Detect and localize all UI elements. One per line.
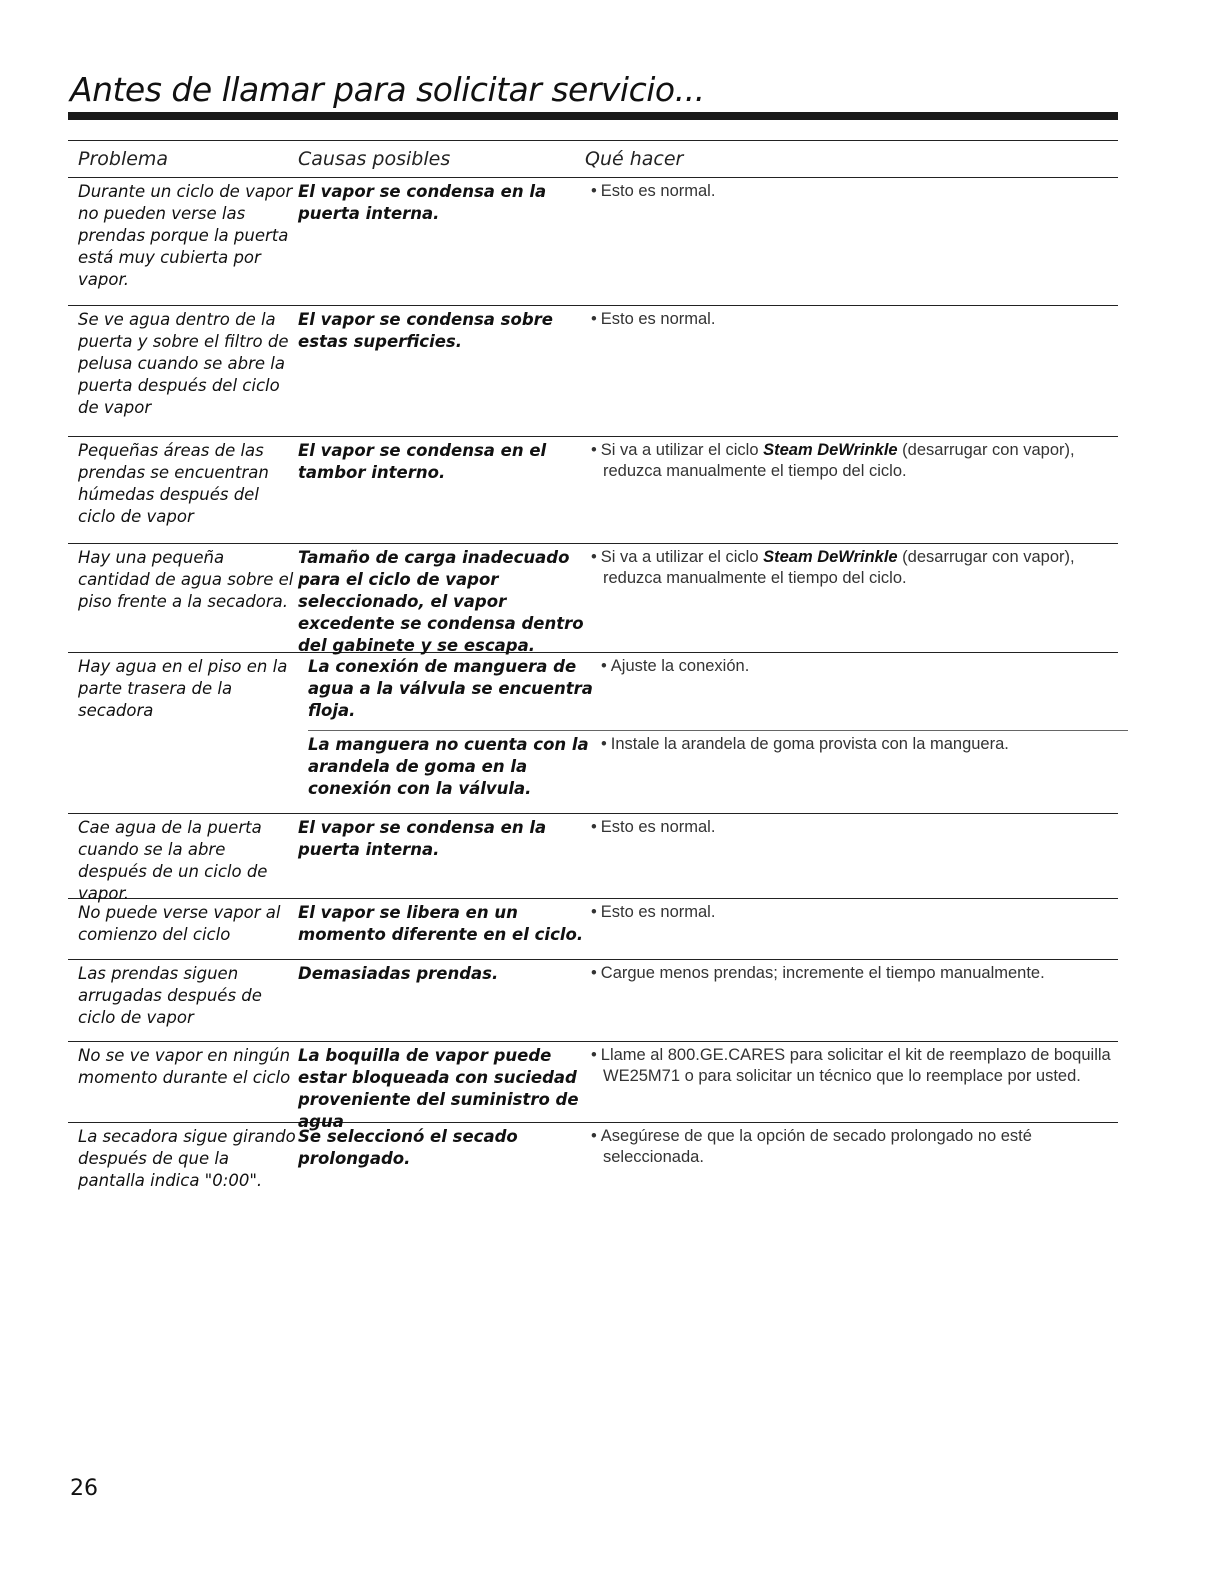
fix-label: Si va a utilizar el ciclo xyxy=(600,441,764,459)
page-number: 26 xyxy=(70,1476,98,1501)
bullet-icon: • xyxy=(591,310,597,328)
cause-subrow xyxy=(308,653,1128,730)
fix-label: Esto es normal. xyxy=(600,310,716,328)
cause-text: El vapor se libera en un momento diferente en el ciclo. xyxy=(298,903,584,944)
fix-label: Cargue menos prendas; incremente el tiempo manualmente. xyxy=(600,964,1045,982)
title-rule xyxy=(68,112,1118,120)
cause-text: Demasiadas prendas. xyxy=(298,964,499,983)
bullet-icon: • xyxy=(591,1127,597,1145)
fix-text xyxy=(585,960,1118,1041)
cause-text: El vapor se condensa sobre estas superficies. xyxy=(298,310,553,351)
problem-text: Hay agua en el piso en la parte trasera de la secadora xyxy=(78,657,288,720)
page-title: Antes de llamar para solicitar servicio... xyxy=(70,70,705,109)
fix-label: Si va a utilizar el ciclo xyxy=(600,548,764,566)
problem-text: Se ve agua dentro de la puerta y sobre el filtro de pelusa cuando se abre la puerta después del ciclo de vapor xyxy=(78,310,289,417)
bullet-icon: • xyxy=(591,548,597,566)
cause-group xyxy=(308,653,1128,813)
fix-text xyxy=(595,731,1128,812)
bullet-icon: • xyxy=(591,1046,597,1064)
header-causes: Causas posibles xyxy=(298,148,451,170)
fix-text xyxy=(595,653,1128,734)
cause-text: El vapor se condensa en la puerta interna. xyxy=(298,182,547,223)
problem-text: Las prendas siguen arrugadas después de ciclo de vapor xyxy=(78,964,262,1027)
bullet-icon: • xyxy=(591,903,597,921)
table-row xyxy=(68,960,1118,1042)
cause-text: La boquilla de vapor puede estar bloqueada con suciedad proveniente del suministro de agua xyxy=(298,1046,579,1131)
fix-label: Esto es normal. xyxy=(600,818,716,836)
problem-text: Pequeñas áreas de las prendas se encuentran húmedas después del ciclo de vapor xyxy=(78,441,269,526)
table-row xyxy=(68,899,1118,960)
fix-label: (desarrugar con vapor), reduzca manualmente el tiempo del ciclo. xyxy=(603,548,1075,587)
problem-text: No puede verse vapor al comienzo del ciclo xyxy=(78,903,281,944)
fix-text xyxy=(585,899,1118,959)
cause-text: El vapor se condensa en la puerta interna. xyxy=(298,818,547,859)
cause-text: El vapor se condensa en el tambor interno. xyxy=(298,441,547,482)
problem-text: Cae agua de la puerta cuando se la abre después de un ciclo de vapor. xyxy=(78,818,268,903)
cycle-name: Steam DeWrinkle xyxy=(763,548,898,566)
cause-text: Tamaño de carga inadecuado para el ciclo de vapor seleccionado, el vapor excedente se condensa dentro del gabinete y se escapa. xyxy=(298,548,584,655)
fix-label: Esto es normal. xyxy=(600,182,716,200)
cause-text: La manguera no cuenta con la arandela de goma en la conexión con la válvula. xyxy=(308,735,589,798)
bullet-icon: • xyxy=(591,964,597,982)
bullet-icon: • xyxy=(601,657,607,675)
fix-text xyxy=(585,178,1118,305)
problem-text: Hay una pequeña cantidad de agua sobre el piso frente a la secadora. xyxy=(78,548,294,611)
fix-label: (desarrugar con vapor), reduzca manualmente el tiempo del ciclo. xyxy=(603,441,1075,480)
cause-text: La conexión de manguera de agua a la válvula se encuentra floja. xyxy=(308,657,593,720)
fix-label: Asegúrese de que la opción de secado prolongado no esté seleccionada. xyxy=(600,1127,1032,1166)
table-header xyxy=(68,141,1118,178)
fix-label: Esto es normal. xyxy=(600,903,716,921)
bullet-icon: • xyxy=(591,818,597,836)
troubleshooting-table xyxy=(68,140,1118,1204)
table-row xyxy=(68,437,1118,544)
table-row xyxy=(68,1123,1118,1204)
cause-subrow xyxy=(308,730,1128,812)
table-row xyxy=(68,178,1118,306)
fix-label: Llame al 800.GE.CARES para solicitar el kit de reemplazo de boquilla WE25M71 o para solicitar un técnico que lo reemplace por usted. xyxy=(600,1046,1111,1085)
table-row xyxy=(68,544,1118,653)
cycle-name: Steam DeWrinkle xyxy=(763,441,898,459)
bullet-icon: • xyxy=(591,182,597,200)
fix-text xyxy=(585,306,1118,436)
header-fix: Qué hacer xyxy=(585,148,684,170)
problem-text: No se ve vapor en ningún momento durante el ciclo xyxy=(78,1046,291,1087)
bullet-icon: • xyxy=(591,441,597,459)
table-row xyxy=(68,306,1118,437)
table-row xyxy=(68,814,1118,903)
table-row xyxy=(68,1042,1118,1131)
fix-label: Instale la arandela de goma provista con la manguera. xyxy=(610,735,1009,753)
fix-text xyxy=(585,544,1118,669)
cause-text: Se seleccionó el secado prolongado. xyxy=(298,1127,518,1168)
problem-text: La secadora sigue girando después de que la pantalla indica "0:00". xyxy=(78,1127,296,1190)
fix-text xyxy=(585,1123,1118,1204)
fix-label: Ajuste la conexión. xyxy=(610,657,750,675)
problem-text: Durante un ciclo de vapor no pueden verse las prendas porque la puerta está muy cubierta por vapor. xyxy=(78,182,293,289)
header-problem: Problema xyxy=(78,148,169,170)
table-row xyxy=(68,653,1118,814)
fix-text xyxy=(585,437,1118,543)
bullet-icon: • xyxy=(601,735,607,753)
